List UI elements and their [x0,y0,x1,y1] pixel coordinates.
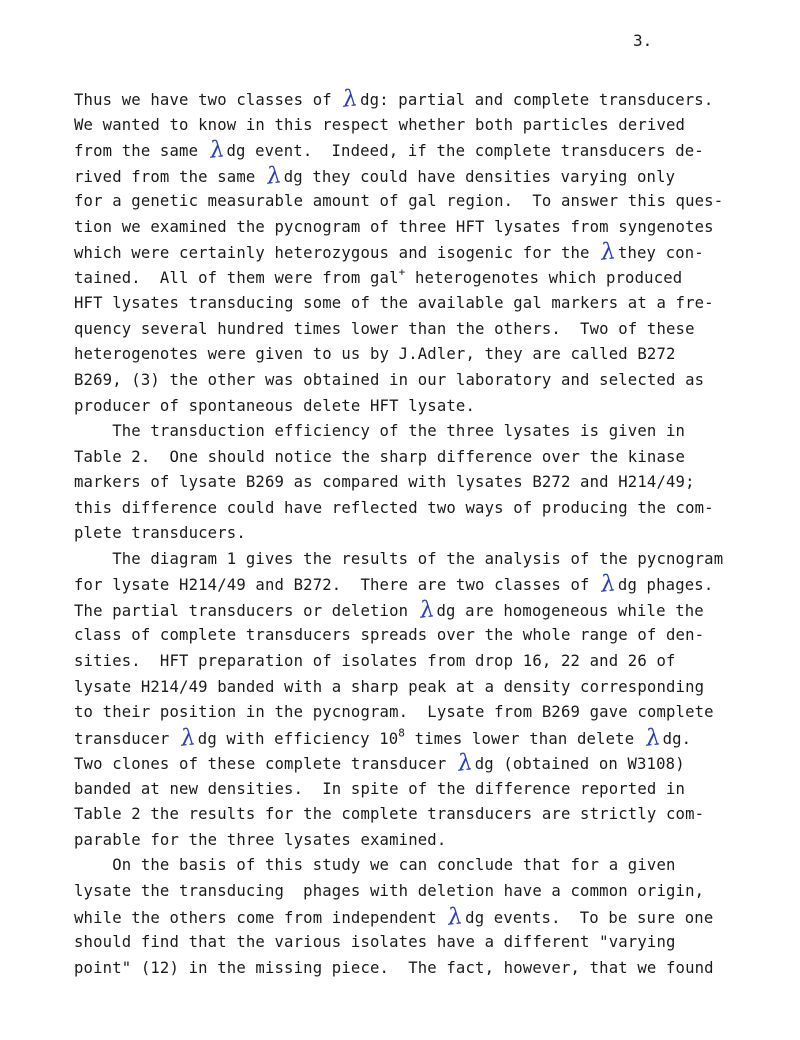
handwritten-lambda-symbol: λ [265,161,283,190]
text-segment: lysate H214/49 banded with a sharp peak at a density corresponding [74,677,705,696]
text-segment: parable for the three lysates examined. [74,830,447,849]
text-segment: rived from the same [74,167,265,186]
text-segment: sities. HFT preparation of isolates from drop 16, 22 and 26 of [74,652,676,671]
text-segment: heterogenotes were given to us by J.Adler, they are called B272 [74,345,676,364]
superscript: + [398,265,406,279]
text-segment: Two clones of these complete transducer [74,755,456,774]
handwritten-lambda-symbol: λ [208,136,226,164]
text-line [74,700,774,726]
text-line [74,189,774,215]
text-segment: this difference could have reflected two ways of producing the com- [74,498,714,517]
text-line [74,802,774,828]
text-line [74,675,774,701]
text-line [74,547,774,573]
text-segment: heterogenotes which produced [405,268,683,287]
text-segment: transducer [74,729,180,748]
text-segment: Table 2 the results for the complete transducers are strictly com- [74,805,705,824]
text-line [74,215,774,241]
text-segment: The diagram 1 gives the results of the analysis of the pycnogram [74,549,724,568]
text-segment: Thus we have two classes of [74,91,342,109]
handwritten-lambda-symbol: λ [599,238,618,266]
page-number: 3. [633,31,653,50]
text-segment: Table 2. One should notice the sharp difference over the kinase [74,447,686,466]
text-line [74,266,774,292]
text-line [74,572,774,598]
text-segment: to their position in the pycnogram. Lysate from B269 gave complete [74,703,714,722]
text-segment: point" (12) in the missing piece. The fact, however, that we found [74,958,714,977]
text-line [74,496,774,522]
text-segment: they con- [617,244,704,263]
text-segment: class of complete transducers spreads over the whole range of den- [74,626,705,645]
text-line [74,368,774,394]
text-line [74,930,774,956]
text-line [74,419,774,445]
text-line [74,521,774,547]
text-segment: producer of spontaneous delete HFT lysate. [74,396,476,415]
text-segment: tained. All of them were from gal [74,268,399,287]
text-line [74,342,774,368]
text-line [74,956,774,982]
text-segment: dg events. To be sure one [465,908,714,927]
handwritten-lambda-symbol: λ [456,749,474,777]
text-segment: The partial transducers or deletion [74,601,418,620]
text-line [74,879,774,905]
handwritten-lambda-symbol: λ [447,902,465,931]
text-segment: B269, (3) the other was obtained in our laboratory and selected as [74,371,705,390]
text-line [74,598,774,624]
text-line [74,623,774,649]
text-line [74,445,774,471]
text-segment: banded at new densities. In spite of the difference reported in [74,779,686,798]
text-line [74,394,774,420]
text-segment: should find that the various isolates have a different "varying [74,933,676,952]
text-line [74,828,774,854]
text-line [74,113,774,139]
text-segment: while the others come from independent [74,908,447,927]
handwritten-lambda-symbol: λ [341,85,360,113]
superscript: 8 [398,725,406,739]
text-line [74,291,774,317]
text-segment: dg event. Indeed, if the complete transducers de- [226,142,704,161]
text-segment: dg: partial and complete transducers. [360,91,714,109]
text-line [74,723,774,752]
text-segment: On the basis of this study we can conclude that for a given [74,856,676,875]
text-line [74,317,774,343]
text-segment: dg they could have densities varying only [283,167,676,186]
text-segment: plete transducers. [74,524,246,543]
text-line [74,470,774,496]
text-segment: dg (obtained on W3108) [474,755,685,774]
handwritten-lambda-symbol: λ [418,596,436,624]
text-segment: which were certainly heterozygous and isogenic for the [74,244,600,263]
handwritten-lambda-symbol: λ [179,723,198,752]
handwritten-lambda-symbol: λ [644,723,662,752]
text-line [74,777,774,803]
text-segment: from the same [74,142,208,161]
text-segment: for a genetic measurable amount of gal region. To answer this ques- [74,192,724,211]
handwritten-lambda-symbol: λ [599,570,618,599]
text-segment: dg. [662,729,692,748]
text-line [74,751,774,777]
text-segment: markers of lysate B269 as compared with lysates B272 and H214/49; [74,473,695,492]
text-segment: quency several hundred times lower than the others. Two of these [74,319,695,338]
text-segment: lysate the transducing phages with deletion have a common origin, [74,881,705,900]
text-segment: dg phages. [617,576,714,595]
text-line [74,902,774,931]
text-segment: times lower than delete [405,729,644,748]
text-segment: dg with efficiency 10 [197,729,399,748]
text-line [74,853,774,879]
text-segment: tion we examined the pycnogram of three HFT lysates from syngenotes [74,217,714,236]
text-segment: for lysate H214/49 and B272. There are two classes of [74,576,600,595]
text-line [74,87,774,113]
text-segment: We wanted to know in this respect whether both particles derived [74,115,686,134]
text-segment: The transduction efficiency of the three lysates is given in [74,422,686,441]
text-line [74,138,774,164]
text-segment: dg are homogeneous while the [436,601,704,620]
text-line [74,240,774,266]
text-segment: HFT lysates transducing some of the available gal markers at a fre- [74,294,714,313]
body-text [74,87,774,981]
text-line [74,161,774,190]
text-line [74,649,774,675]
